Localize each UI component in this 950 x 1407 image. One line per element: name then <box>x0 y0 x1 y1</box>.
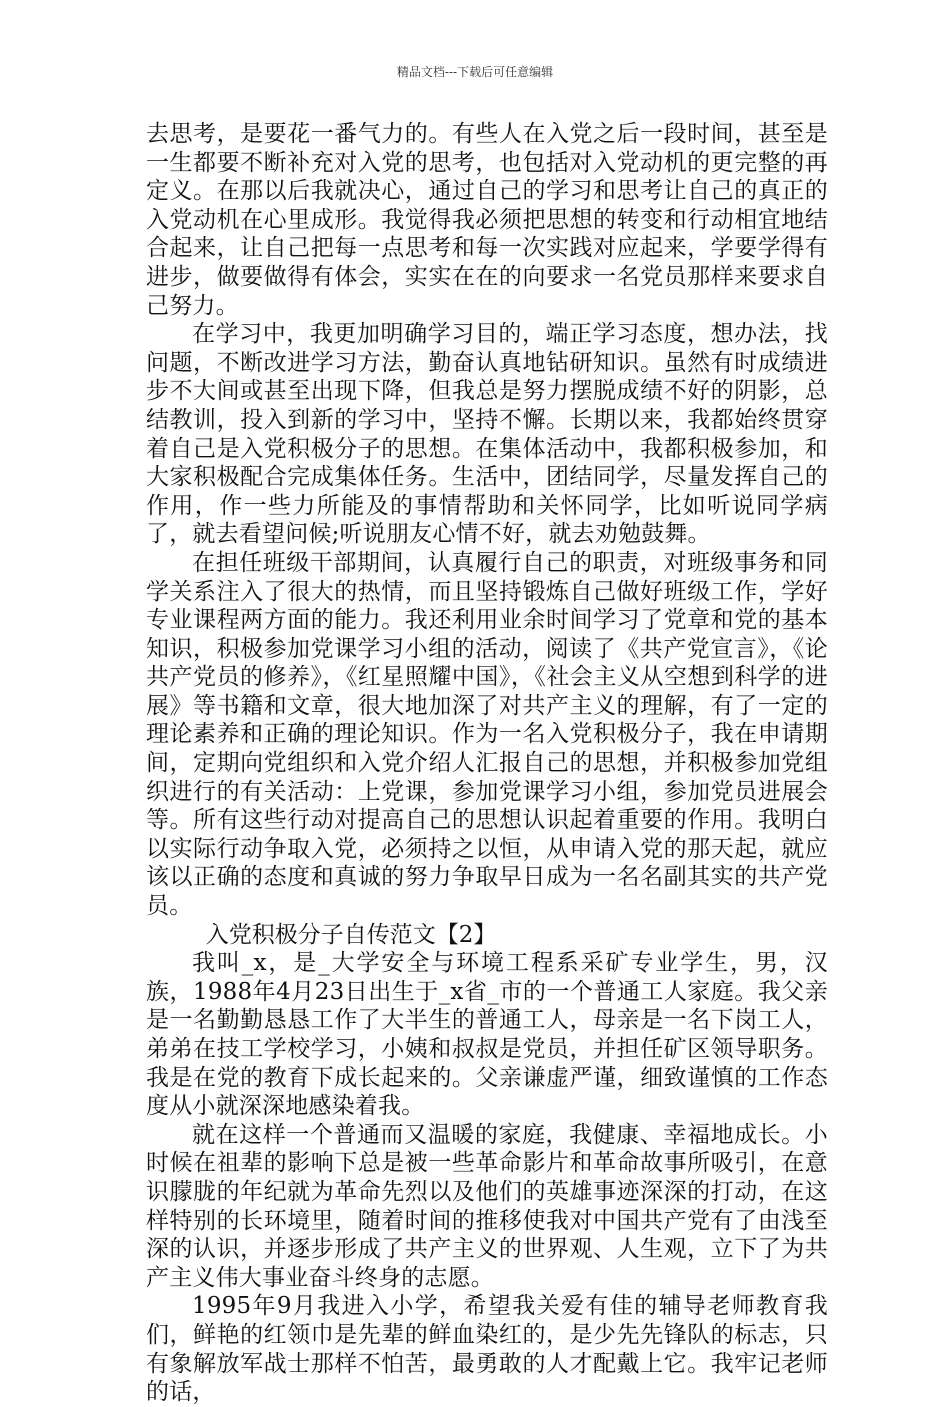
page-header: 精品文档---下载后可任意编辑 <box>396 65 554 79</box>
paragraph-2: 在学习中，我更加明确学习目的，端正学习态度，想办法，找问题，不断改进学习方法，勤奋认真地钻研知识。虽然有时成绩进步不大间或甚至出现下降，但我总是努力摆脱成绩不好的阴影，总结教训，投入到新的学习中，坚持不懈。长期以来，我都始终贯穿着自己是入党积极分子的思想。在集体活动中，我都积极参加，和大家积极配合完成集体任务。生活中，团结同学，尽量发挥自己的作用，作一些力所能及的事情帮助和关怀同学，比如听说同学病了，就去看望问候;听说朋友心情不好，就去劝勉鼓舞。 <box>146 321 828 548</box>
section-heading: 入党积极分子自传范文【2】 <box>205 921 497 948</box>
paragraph-1: 去思考，是要花一番气力的。有些人在入党之后一段时间，甚至是一生都要不断补充对入党的思考，也包括对入党动机的更完整的再定义。在那以后我就决心，通过自己的学习和思考让自己的真正的入党动机在心里成形。我觉得我必须把思想的转变和行动相宜地结合起来，让自己把每一点思考和每一次实践对应起来，学要学得有进步，做要做得有体会，实实在在的向要求一名党员那样来要求自己努力。 <box>146 121 828 319</box>
paragraph-6: 1995年9月我进入小学，希望我关爱有佳的辅导老师教育我们，鲜艳的红领巾是先辈的鲜血染红的，是少先先锋队的标志，只有象解放军战士那样不怕苦，最勇敢的人才配戴上它。我牢记老师的话， <box>146 1293 828 1406</box>
paragraph-3: 在担任班级干部期间，认真履行自己的职责，对班级事务和同学关系注入了很大的热情，而且坚持锻炼自己做好班级工作，学好专业课程两方面的能力。我还利用业余时间学习了党章和党的基本知识，积极参加党课学习小组的活动，阅读了《共产党宣言》，《论共产党员的修养》，《红星照耀中国》，《社会主义从空想到科学的进展》等书籍和文章，很大地加深了对共产主义的理解，有了一定的理论素养和正确的理论知识。作为一名入党积极分子，我在申请期间，定期向党组织和入党介绍人汇报自己的思想，并积极参加党组织进行的有关活动：上党课，参加党课学习小组，参加党员进展会等。所有这些行动对提高自己的思想认识起着重要的作用。我明白以实际行动争取入党，必须持之以恒，从申请入党的那天起，就应该以正确的态度和真诚的努力争取早日成为一名名副其实的共产党员。 <box>146 549 828 920</box>
paragraph-4: 我叫_x，是_大学安全与环境工程系采矿专业学生，男，汉族，1988年4月23日出生于_x省_市的一个普通工人家庭。我父亲是一名勤勤恳恳工作了大半生的普通工人，母亲是一名下岗工人，弟弟在技工学校学习，小姨和叔叔是党员，并担任矿区领导职务。我是在党的教育下成长起来的。父亲谦虚严谨，细致谨慎的工作态度从小就深深地感染着我。 <box>146 950 828 1120</box>
paragraph-5: 就在这样一个普通而又温暖的家庭，我健康、幸福地成长。小时候在祖辈的影响下总是被一些革命影片和革命故事所吸引，在意识朦胧的年纪就为革命先烈以及他们的英雄事迹深深的打动，在这样特别的长环境里，随着时间的推移使我对中国共产党有了由浅至深的认识，并逐步形成了共产主义的世界观、人生观，立下了为共产主义伟大事业奋斗终身的志愿。 <box>146 1121 828 1291</box>
document-body <box>146 120 828 1407</box>
